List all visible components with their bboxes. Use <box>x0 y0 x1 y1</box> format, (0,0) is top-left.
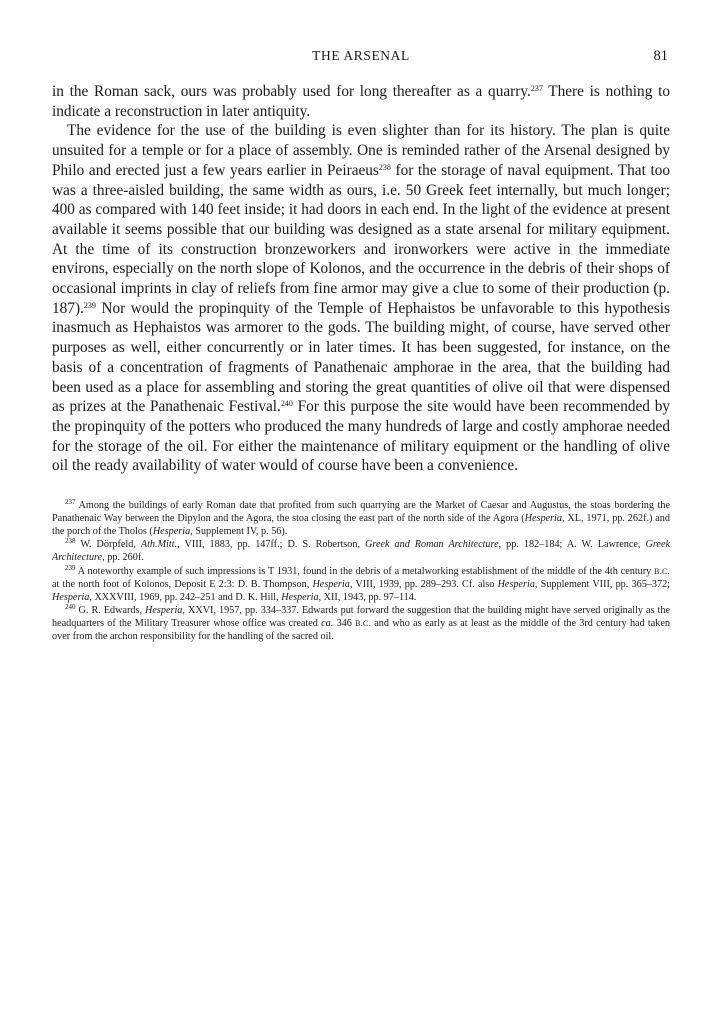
text-run: , VIII, 1883, pp. 147ff.; D. S. Robertson, <box>177 539 365 551</box>
text-run: For this purpose the site would have been recommended by the propinquity of the potters who produced the many hundreds of large and costly amphorae needed for the storage of the oil. For either the maintenance of military equipment or the handling of olive oil the ready availability of water would of course have been a convenience. <box>52 398 670 475</box>
text-run: , Supplement IV, p. 56). <box>190 525 288 537</box>
text-run: , pp. 182–184; A. W. Lawrence, <box>498 539 646 551</box>
text-run: for the storage of naval equipment. That too was a three-aisled building, the same width as ours, i.e. 50 Greek feet internally, but much longer; 400 as compared with 140 feet inside; it had doors in each end. In the light of the evidence at present available it seems possible that our building was designed as a state arsenal for military equipment. At the time of its construction bronzeworkers and ironworkers were active in the immediate environs, especially on the north slope of Kolonos, and the occurrence in the debris of their shops of occasional imprints in clay of reliefs from fine armor may give a clue to some of their production (p. 187). <box>52 161 670 317</box>
running-header <box>52 48 670 70</box>
italic-text: Greek Architecture <box>52 539 670 564</box>
footnote-marker: 238 <box>65 537 76 546</box>
footnote <box>52 539 670 565</box>
footnote-marker: 237 <box>530 84 543 93</box>
footnote <box>52 500 670 538</box>
text-run: , XXXVIII, 1969, pp. 242–251 and D. K. Hill, <box>89 591 282 603</box>
small-caps-text: B.C. <box>654 567 670 577</box>
text-run: at the north foot of Kolonos, Deposit E 2:3: D. B. Thompson, <box>52 578 313 590</box>
footnotes <box>52 500 670 644</box>
footnote-marker: 238 <box>378 162 391 172</box>
italic-text: Hesperia <box>524 512 562 524</box>
footnote-marker: 240 <box>65 603 76 612</box>
italic-text: ca. <box>321 618 334 630</box>
footnote <box>52 566 670 604</box>
page-number: 81 <box>653 48 668 64</box>
body-text <box>52 82 670 476</box>
italic-text: Hesperia <box>152 525 191 537</box>
running-title: THE ARSENAL <box>312 48 410 63</box>
text-run: , pp. 260f. <box>102 552 144 564</box>
text-run: and who as early as at least as the middle of the 3rd century had taken over from the archon responsibility for the handling of the sacred oil. <box>52 618 670 643</box>
text-run: Nor would the propinquity of the Temple of Hephaistos be unfavorable to this hypothesis inasmuch as Hephaistos was armorer to the gods. The building might, of course, have served other purposes as well, either concurrently or in later times. It has been suggested, for instance, on the basis of a concentration of fragments of Panathenaic amphorae in the area, that the building had been used as a place for assembling and storing the great quantities of olive oil that were dispensed as prizes at the Panathenaic Festival. <box>52 299 670 416</box>
text-run: , XL, 1971, pp. 262f.) and the porch of the Tholos ( <box>52 512 670 537</box>
text-run: , Supplement VIII, pp. 365–372; <box>534 578 670 590</box>
text-run: The evidence for the use of the building is even slighter than for its history. The plan is quite unsuited for a temple or for a place of assembly. One is reminded rather of the Arsenal designed by Philo and erected just a few years earlier in Peiraeus <box>52 122 670 179</box>
text-run: , VIII, 1939, pp. 289–293. Cf. also <box>349 578 498 590</box>
italic-text: Greek and Roman Architecture <box>365 539 499 551</box>
text-run: W. Dörpfeld, <box>75 539 141 551</box>
italic-text: Ath.Mitt. <box>140 539 178 551</box>
small-caps-text: B.C. <box>355 619 371 629</box>
text-run: , XII, 1943, pp. 97–114. <box>318 591 417 603</box>
footnote-marker: 240 <box>280 399 293 409</box>
text-run: There is nothing to indicate a reconstruction in later antiquity. <box>52 83 670 120</box>
italic-text: Hesperia <box>52 591 90 603</box>
text-run: in the Roman sack, ours was probably used for long thereafter as a quarry. <box>52 83 531 100</box>
footnote-marker: 239 <box>65 564 76 573</box>
italic-text: Hesperia <box>281 591 319 603</box>
italic-text: Hesperia <box>145 605 183 617</box>
footnote-marker: 239 <box>83 300 96 310</box>
text-run: A noteworthy example of such impressions is T 1931, found in the debris of a metalworking establishment of the middle of the 4th century <box>75 566 655 578</box>
paragraph <box>52 82 670 121</box>
text-run: , XXVI, 1957, pp. 334–337. Edwards put forward the suggestion that the building might have served originally as the headquarters of the Military Treasurer whose office was created <box>52 605 670 630</box>
text-run: G. R. Edwards, <box>75 605 146 617</box>
footnote <box>52 605 670 643</box>
text-run: 346 <box>333 618 356 630</box>
document-page <box>52 48 670 645</box>
text-run: Among the buildings of early Roman date that profited from such quarrying are the Market of Caesar and Augustus, the stoas bordering the Panathenaic Way between the Dipylon and the Agora, the stoa closing the east part of the north side of the Agora ( <box>52 500 670 524</box>
footnote-marker: 237 <box>65 498 76 507</box>
italic-text: Hesperia <box>312 578 350 590</box>
italic-text: Hesperia <box>497 578 535 590</box>
paragraph <box>52 121 670 476</box>
